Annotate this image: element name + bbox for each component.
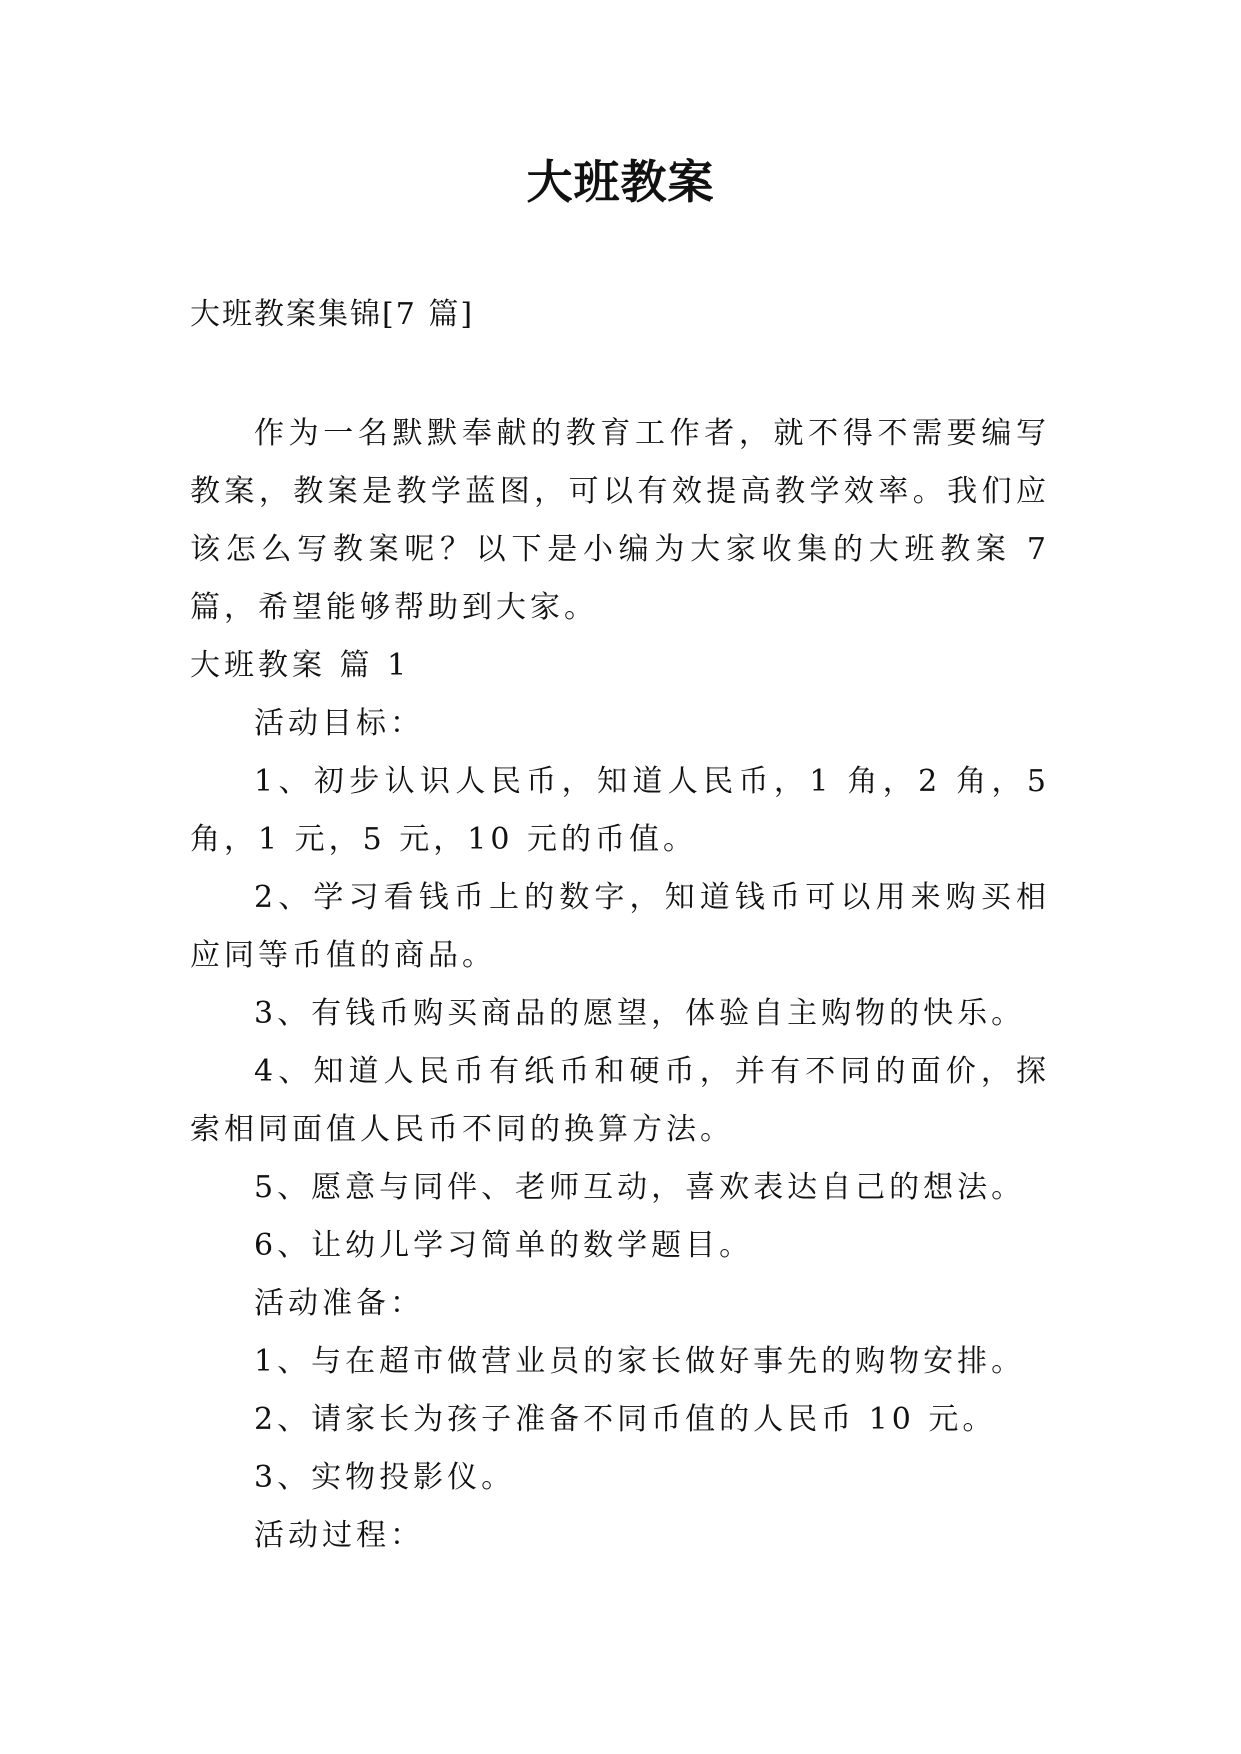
document-paragraph: 活动目标： bbox=[254, 706, 424, 741]
document-paragraph: 3、实物投影仪。 bbox=[254, 1460, 516, 1495]
document-paragraph: 1、与在超市做营业员的家长做好事先的购物安排。 bbox=[254, 1344, 1026, 1379]
document-paragraph: 大班教案 篇 1 bbox=[190, 648, 411, 683]
document-paragraph: 2、学习看钱币上的数字，知道钱币可以用来购买相应同等币值的商品。 bbox=[190, 880, 1050, 973]
document-paragraph: 5、愿意与同伴、老师互动，喜欢表达自己的想法。 bbox=[254, 1170, 1026, 1205]
document-paragraph: 活动准备： bbox=[254, 1286, 424, 1321]
document-body bbox=[190, 405, 1050, 1565]
document-paragraph: 3、有钱币购买商品的愿望，体验自主购物的快乐。 bbox=[254, 996, 1026, 1031]
document-paragraph: 活动过程： bbox=[254, 1518, 424, 1553]
document-paragraph: 作为一名默默奉献的教育工作者，就不得不需要编写教案，教案是教学蓝图，可以有效提高教学效率。我们应该怎么写教案呢？以下是小编为大家收集的大班教案 7 篇，希望能够帮助到大家。 bbox=[190, 416, 1050, 625]
document-title: 大班教案 bbox=[526, 155, 715, 209]
document-paragraph: 2、请家长为孩子准备不同币值的人民币 10 元。 bbox=[254, 1402, 997, 1437]
document-paragraph: 4、知道人民币有纸币和硬币，并有不同的面价，探索相同面值人民币不同的换算方法。 bbox=[190, 1054, 1050, 1147]
document-paragraph: 6、让幼儿学习简单的数学题目。 bbox=[254, 1228, 754, 1263]
document-paragraph: 1、初步认识人民币，知道人民币，1 角，2 角，5 角，1 元，5 元，10 元的币值。 bbox=[190, 764, 1050, 857]
document-subtitle: 大班教案集锦[7 篇] bbox=[190, 297, 475, 332]
